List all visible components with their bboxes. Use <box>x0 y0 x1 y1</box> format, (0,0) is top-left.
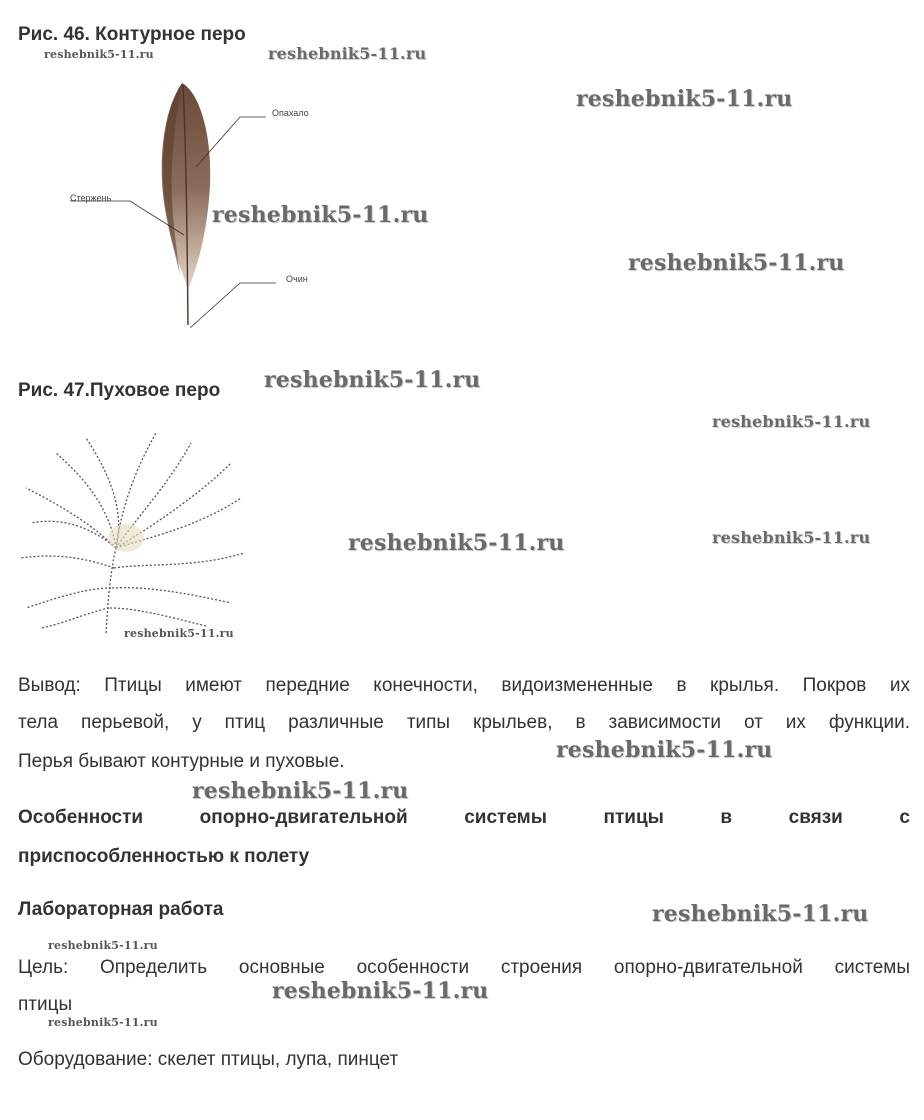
lab-equipment: Оборудование: скелет птицы, лупа, пинцет <box>18 1049 399 1070</box>
quill-label: Очин <box>286 274 308 284</box>
watermark: reshebnik5-11.ru <box>712 412 871 431</box>
conclusion-line-3: Перья бывают контурные и пуховые. <box>18 751 345 772</box>
conclusion-line-1: Вывод: Птицы имеют передние конечности, видоизмененные в крылья. Покров их <box>18 675 910 696</box>
fig47-title: Рис. 47.Пуховое перо <box>18 380 221 401</box>
lab-title: Лабораторная работа <box>18 899 224 920</box>
fig46-title: Рис. 46. Контурное перо <box>18 24 246 45</box>
watermark: reshebnik5-11.ru <box>124 627 234 640</box>
section-heading-line-2: приспособленностью к полету <box>18 846 310 867</box>
watermark: reshebnik5-11.ru <box>192 778 409 804</box>
watermark: reshebnik5-11.ru <box>212 202 429 228</box>
watermark: reshebnik5-11.ru <box>576 86 793 112</box>
lab-goal-line-1: Цель: Определить основные особенности строения опорно-двигательной системы <box>18 957 910 978</box>
lab-goal-line-2: птицы <box>18 994 73 1015</box>
watermark: reshebnik5-11.ru <box>264 367 481 393</box>
watermark: reshebnik5-11.ru <box>348 530 565 556</box>
shaft-label: Стержень <box>70 193 112 203</box>
down-feather-figure <box>16 428 250 638</box>
watermark: reshebnik5-11.ru <box>268 44 427 63</box>
watermark: reshebnik5-11.ru <box>712 528 871 547</box>
watermark: reshebnik5-11.ru <box>628 250 845 276</box>
vane-label: Опахало <box>272 108 309 118</box>
watermark: reshebnik5-11.ru <box>652 901 869 927</box>
watermark: reshebnik5-11.ru <box>48 939 158 952</box>
watermark: reshebnik5-11.ru <box>44 48 154 61</box>
conclusion-line-2: тела перьевой, у птиц различные типы крыльев, в зависимости от их функции. <box>18 712 910 733</box>
watermark: reshebnik5-11.ru <box>48 1016 158 1029</box>
watermark: reshebnik5-11.ru <box>272 978 489 1004</box>
section-heading-line-1: Особенности опорно-двигательной системы птицы в связи с <box>18 807 910 828</box>
watermark: reshebnik5-11.ru <box>556 737 773 763</box>
